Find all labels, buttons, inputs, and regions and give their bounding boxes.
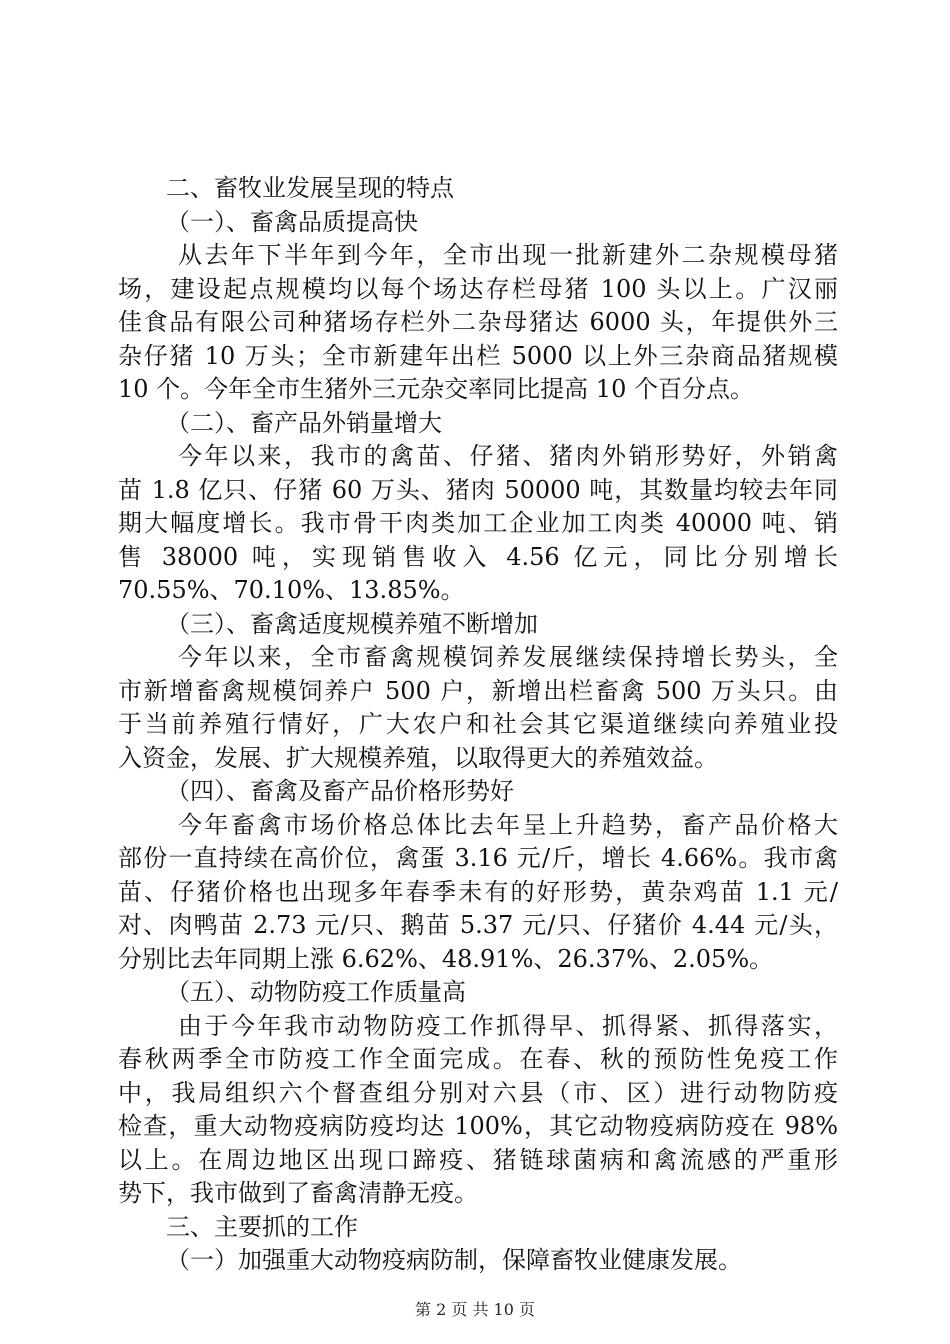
text-line: 杂仔猪 10 万头；全市新建年出栏 5000 以上外三杂商品猪规模 [118,341,838,370]
text-line: 中，我局组织六个督查组分别对六县（市、区）进行动物防疫 [118,1078,838,1107]
text-line: 势下，我市做到了畜禽清静无疫。 [118,1179,478,1207]
text-line: 佳食品有限公司种猪场存栏外二杂母猪达 6000 头，年提供外三 [118,308,838,336]
text-line: （一）加强重大动物疫病防制，保障畜牧业健康发展。 [166,1246,742,1274]
text-line: 场，建设起点规模均以每个场达存栏母猪 100 头以上。广汉丽 [118,274,838,303]
text-line: 检查，重大动物疫病防疫均达 100%，其它动物疫病防疫在 98% [118,1112,838,1140]
text-line: 以上。在周边地区出现口蹄疫、猪链球菌病和禽流感的严重形 [118,1145,838,1174]
text-line: 苗 1.8 亿只、仔猪 60 万头、猪肉 50000 吨，其数量均较去年同 [118,475,838,504]
document-body [118,172,838,1278]
page-footer: 第 2 页 共 10 页 [415,1300,535,1319]
text-line: （五）、动物防疫工作质量高 [166,978,466,1006]
text-line: 二、畜牧业发展呈现的特点 [166,174,454,202]
text-line: 由于今年我市动物防疫工作抓得早、抓得紧、抓得落实， [178,1011,838,1040]
text-line: 春秋两季全市防疫工作全面完成。在春、秋的预防性免疫工作 [118,1045,838,1073]
text-line: 市新增畜禽规模饲养户 500 户，新增出栏畜禽 500 万头只。由 [118,676,838,705]
text-line: （二）、畜产品外销量增大 [166,408,442,437]
text-line: （四）、畜禽及畜产品价格形势好 [166,777,514,805]
text-line: 部份一直持续在高价位，禽蛋 3.16 元/斤，增长 4.66%。我市禽 [118,844,838,872]
text-line: 三、主要抓的工作 [166,1212,358,1241]
text-line: 于当前养殖行情好，广大农户和社会其它渠道继续向养殖业投 [118,710,838,738]
text-line: 售 38000 吨，实现销售收入 4.56 亿元，同比分别增长 [118,542,838,571]
text-line: 分别比去年同期上涨 6.62%、48.91%、26.37%、2.05%。 [118,944,774,973]
text-line: 今年畜禽市场价格总体比去年呈上升趋势，畜产品价格大 [178,810,838,839]
text-line: 苗、仔猪价格也出现多年春季未有的好形势，黄杂鸡苗 1.1 元/ [118,877,838,906]
text-line: 期大幅度增长。我市骨干肉类加工企业加工肉类 40000 吨、销 [118,509,838,537]
text-line: （三）、畜禽适度规模养殖不断增加 [166,609,538,638]
text-line: 从去年下半年到今年，全市出现一批新建外二杂规模母猪 [178,241,838,269]
text-line: 10 个。今年全市生猪外三元杂交率同比提高 10 个百分点。 [118,375,754,403]
text-line: 今年以来，我市的禽苗、仔猪、猪肉外销形势好，外销禽 [178,442,838,470]
text-line: 今年以来，全市畜禽规模饲养发展继续保持增长势头，全 [178,643,838,671]
text-line: （一）、畜禽品质提高快 [166,207,418,236]
text-line: 入资金，发展、扩大规模养殖，以取得更大的养殖效益。 [118,743,718,772]
text-line: 70.55%、70.10%、13.85%。 [118,576,465,604]
text-line: 对、肉鸭苗 2.73 元/只、鹅苗 5.37 元/只、仔猪价 4.44 元/头， [118,911,838,939]
